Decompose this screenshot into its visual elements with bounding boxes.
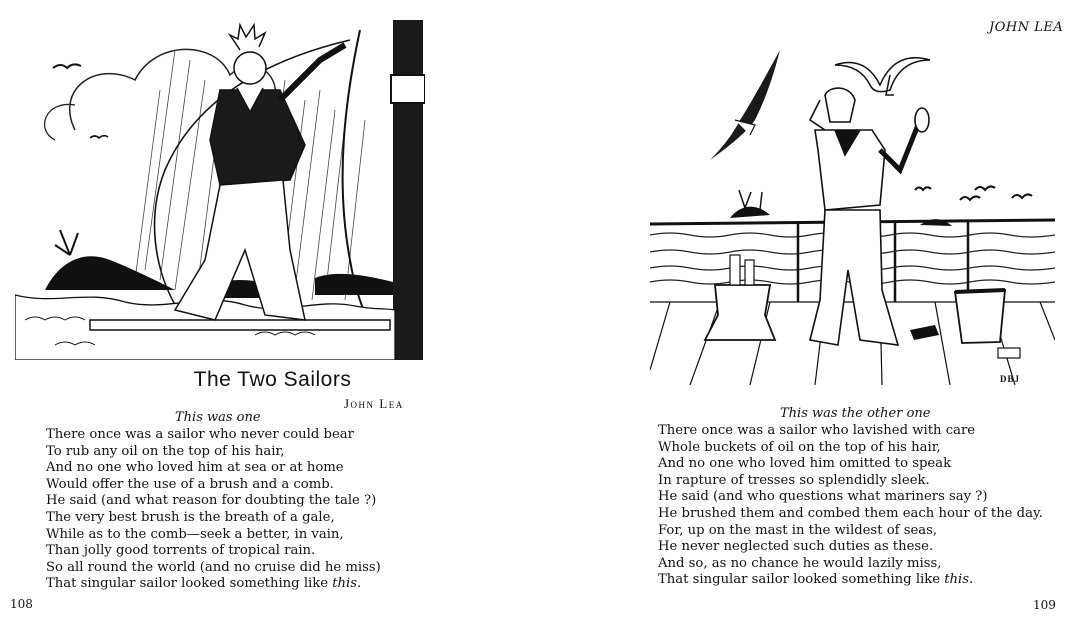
poem-line: In rapture of tresses so splendidly sleek. bbox=[658, 472, 930, 488]
poem-line: To rub any oil on the top of his hair, bbox=[46, 443, 285, 459]
poem-line: And so, as no chance he would lazily miss, bbox=[658, 555, 942, 571]
poem-line: So all round the world (and no cruise did he miss) bbox=[46, 559, 381, 575]
left-subtitle: This was one bbox=[175, 410, 261, 425]
running-head: JOHN LEA bbox=[989, 20, 1064, 35]
storm-sailor-illustration bbox=[15, 20, 425, 360]
left-poem bbox=[46, 427, 381, 593]
poem-line: There once was a sailor who never could bear bbox=[46, 427, 354, 442]
right-poem bbox=[658, 423, 1043, 589]
artist-signature: DBJ bbox=[1000, 374, 1021, 384]
right-page-number: 109 bbox=[1033, 598, 1056, 612]
poem-line: Would offer the use of a brush and a comb. bbox=[46, 476, 334, 492]
poem-line-tail: . bbox=[357, 576, 362, 592]
poem-line: While as to the comb—seek a better, in vain, bbox=[46, 526, 344, 542]
poem-line: He brushed them and combed them each hour of the day. bbox=[658, 505, 1043, 521]
poem-line-text: That singular sailor looked something like bbox=[46, 576, 333, 592]
poem-emphasis: this bbox=[332, 576, 358, 592]
poem-line: He said (and who questions what mariners say ?) bbox=[658, 489, 988, 505]
right-page bbox=[545, 0, 1090, 638]
deck-sailor-illustration bbox=[650, 40, 1055, 385]
poem-line-tail: . bbox=[969, 572, 974, 588]
poem-line: And no one who loved him omitted to speak bbox=[658, 456, 952, 472]
poem-line-last bbox=[46, 576, 381, 593]
left-page-number: 108 bbox=[10, 597, 33, 611]
poem-line: Whole buckets of oil on the top of his hair, bbox=[658, 439, 941, 455]
poem-line-text: That singular sailor looked something like bbox=[658, 572, 945, 588]
right-subtitle: This was the other one bbox=[780, 406, 931, 421]
poem-line: Than jolly good torrents of tropical rain. bbox=[46, 543, 316, 559]
author-byline: John Lea bbox=[344, 396, 404, 411]
poem-emphasis: this bbox=[944, 572, 970, 588]
poem-line: He never neglected such duties as these. bbox=[658, 539, 934, 555]
poem-line: And no one who loved him at sea or at home bbox=[46, 460, 344, 476]
poem-line: There once was a sailor who lavished with care bbox=[658, 423, 976, 438]
poem-line: The very best brush is the breath of a gale, bbox=[46, 509, 335, 525]
poem-line: For, up on the mast in the wildest of seas, bbox=[658, 522, 938, 538]
poem-title: The Two Sailors bbox=[193, 368, 352, 391]
poem-line-last bbox=[658, 572, 1043, 589]
poem-line: He said (and what reason for doubting the tale ?) bbox=[46, 493, 377, 509]
